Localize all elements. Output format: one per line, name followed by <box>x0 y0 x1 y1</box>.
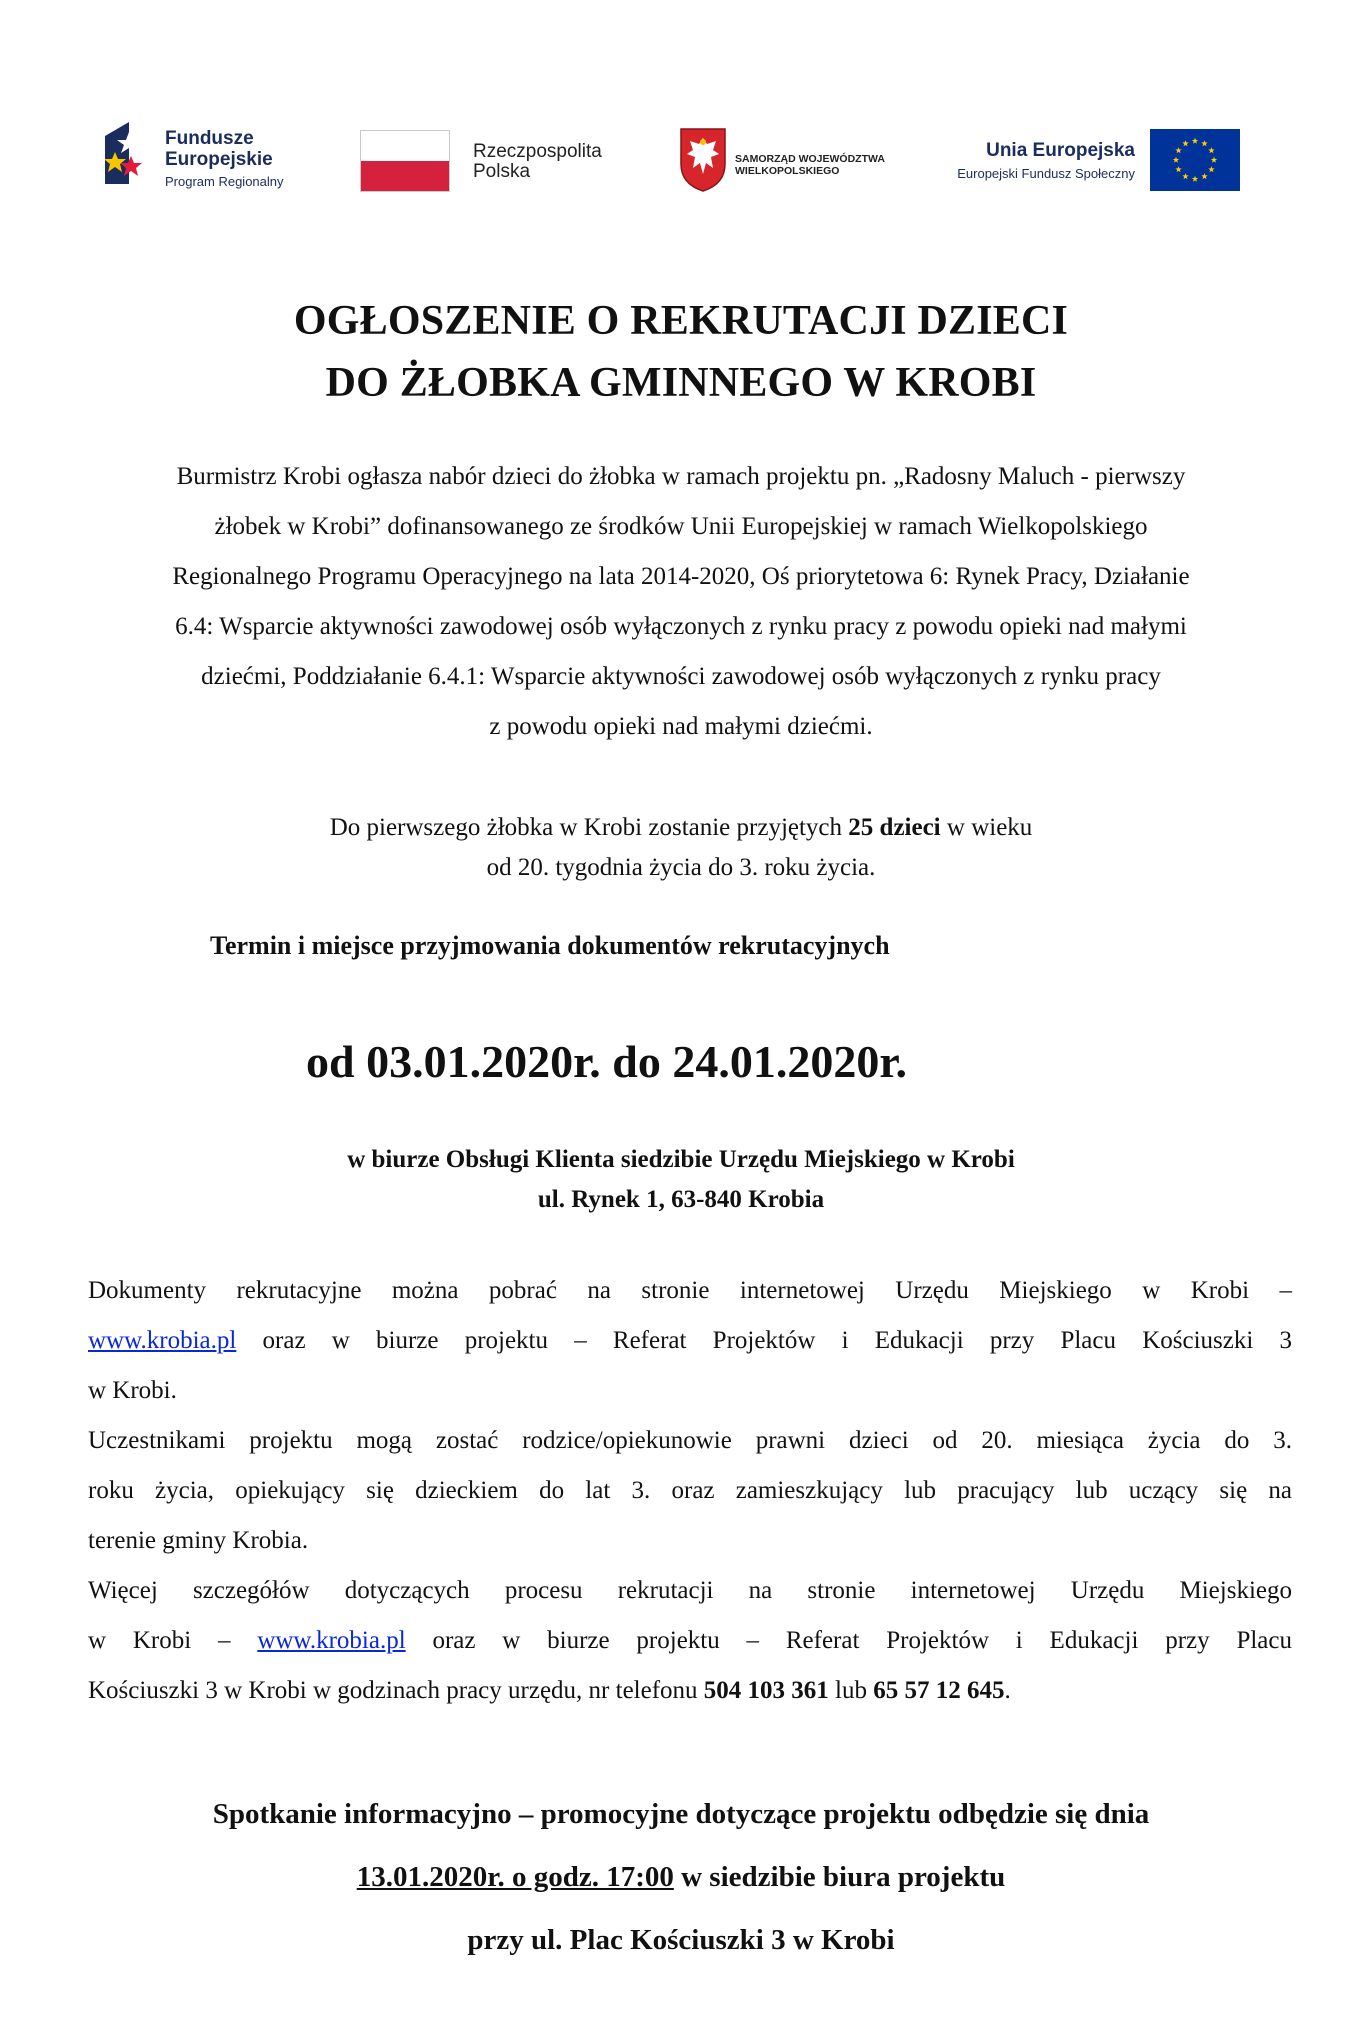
meeting-line2 <box>0 1846 1362 1909</box>
page-title <box>0 290 1362 414</box>
sw-line1: SAMORZĄD WOJEWÓDZTWA <box>735 153 885 165</box>
fe-text <box>165 128 365 189</box>
contact-pre: Kościuszki 3 w Krobi w godzinach pracy urzędu, nr telefonu <box>88 1677 704 1704</box>
contact-end: . <box>1004 1677 1011 1704</box>
meeting-line2-rest: w siedzibie biura projektu <box>673 1861 1006 1893</box>
location-line2: ul. Rynek 1, 63-840 Krobia <box>537 1186 825 1213</box>
more-info-rest: oraz w biurze projektu – Referat Projektów i Edukacji przy Placu <box>405 1627 1292 1654</box>
intro-line: dziećmi, Poddziałanie 6.4.1: Wsparcie aktywności zawodowej osób wyłączonych z rynku pracy <box>201 663 1161 690</box>
capacity-pre: Do pierwszego żłobka w Krobi zostanie przyjętych <box>329 814 849 841</box>
intro-line: 6.4: Wsparcie aktywności zawodowej osób wyłączonych z rynku pracy z powodu opieki nad małymi <box>175 613 1187 640</box>
meeting-line3: przy ul. Plac Kościuszki 3 w Krobi <box>467 1924 895 1956</box>
ue-line2: Europejski Fundusz Społeczny <box>957 166 1135 181</box>
fe-line1: Fundusze <box>165 128 254 149</box>
rp-text <box>473 142 602 182</box>
capacity-paragraph <box>0 808 1362 888</box>
details-paragraphs <box>88 1266 1292 1716</box>
krobia-link[interactable]: www.krobia.pl <box>88 1327 237 1354</box>
ue-text <box>935 140 1135 181</box>
fe-stars-icon <box>105 122 157 184</box>
location-line1: w biurze Obsługi Klienta siedzibie Urzędu Miejskiego w Krobi <box>347 1146 1015 1173</box>
docs-line: Dokumenty rekrutacyjne można pobrać na stronie internetowej Urzędu Miejskiego w Krobi – <box>88 1277 1292 1304</box>
rp-line2: Polska <box>473 161 531 182</box>
deadline-heading: Termin i miejsce przyjmowania dokumentów rekrutacyjnych <box>210 931 890 960</box>
meeting-line1: Spotkanie informacyjno – promocyjne dotyczące projektu odbędzie się dnia <box>212 1798 1150 1830</box>
fe-line2: Europejskie <box>165 149 273 170</box>
title-line2: DO ŻŁOBKA GMINNEGO W KROBI <box>325 360 1037 406</box>
recruitment-dates: od 03.01.2020r. do 24.01.2020r. <box>306 1036 908 1087</box>
phone-number-2: 65 57 12 645 <box>873 1677 1005 1704</box>
polish-flag-icon <box>360 130 450 192</box>
rp-line1: Rzeczpospolita <box>473 141 602 162</box>
submission-location <box>0 1140 1362 1220</box>
participants-line: Uczestnikami projektu mogą zostać rodzice/opiekunowie prawni dzieci od 20. miesiąca życia do 3. <box>88 1427 1292 1454</box>
title-line1: OGŁOSZENIE O REKRUTACJI DZIECI <box>293 298 1069 344</box>
docs-line-rest: oraz w biurze projektu – Referat Projektów i Edukacji przy Placu Kościuszki 3 <box>236 1327 1292 1354</box>
more-info-pre: w Krobi – <box>88 1627 258 1654</box>
participants-line: roku życia, opiekujący się dzieckiem do lat 3. oraz zamieszkujący lub pracujący lub uczący się na <box>88 1477 1292 1504</box>
more-info-line <box>88 1616 1292 1666</box>
capacity-count: 25 dzieci <box>848 814 941 841</box>
intro-line: z powodu opieki nad małymi dziećmi. <box>489 713 873 740</box>
intro-line: Regionalnego Programu Operacyjnego na lata 2014-2020, Oś priorytetowa 6: Rynek Pracy, Działanie <box>172 563 1190 590</box>
intro-line: żłobek w Krobi” dofinansowanego ze środków Unii Europejskiej w ramach Wielkopolskiego <box>214 513 1148 540</box>
eu-flag-icon <box>1150 129 1240 191</box>
contact-mid: lub <box>828 1677 874 1704</box>
intro-paragraph <box>60 452 1302 752</box>
more-info-line: Więcej szczegółów dotyczących procesu rekrutacji na stronie internetowej Urzędu Miejskiego <box>88 1577 1292 1604</box>
capacity-line2: od 20. tygodnia życia do 3. roku życia. <box>486 854 876 881</box>
fe-line3: Program Regionalny <box>165 174 284 189</box>
sw-text <box>735 153 885 177</box>
participants-line: terenie gminy Krobia. <box>88 1527 309 1554</box>
docs-line: w Krobi. <box>88 1377 177 1404</box>
eagle-shield-icon <box>680 128 726 192</box>
ue-line1: Unia Europejska <box>986 140 1135 161</box>
sw-line2: WIELKOPOLSKIEGO <box>735 165 840 177</box>
intro-line: Burmistrz Krobi ogłasza nabór dzieci do żłobka w ramach projektu pn. „Radosny Maluch - pierwszy <box>176 463 1186 490</box>
phone-number-1: 504 103 361 <box>703 1677 829 1704</box>
capacity-line1 <box>0 808 1362 848</box>
logo-strip <box>85 108 1275 213</box>
meeting-datetime: 13.01.2020r. o godz. 17:00 <box>356 1861 674 1893</box>
krobia-link[interactable]: www.krobia.pl <box>257 1627 406 1654</box>
capacity-post: w wieku <box>940 814 1033 841</box>
docs-line <box>88 1316 1292 1366</box>
contact-line <box>88 1666 1292 1716</box>
info-meeting <box>0 1783 1362 1972</box>
